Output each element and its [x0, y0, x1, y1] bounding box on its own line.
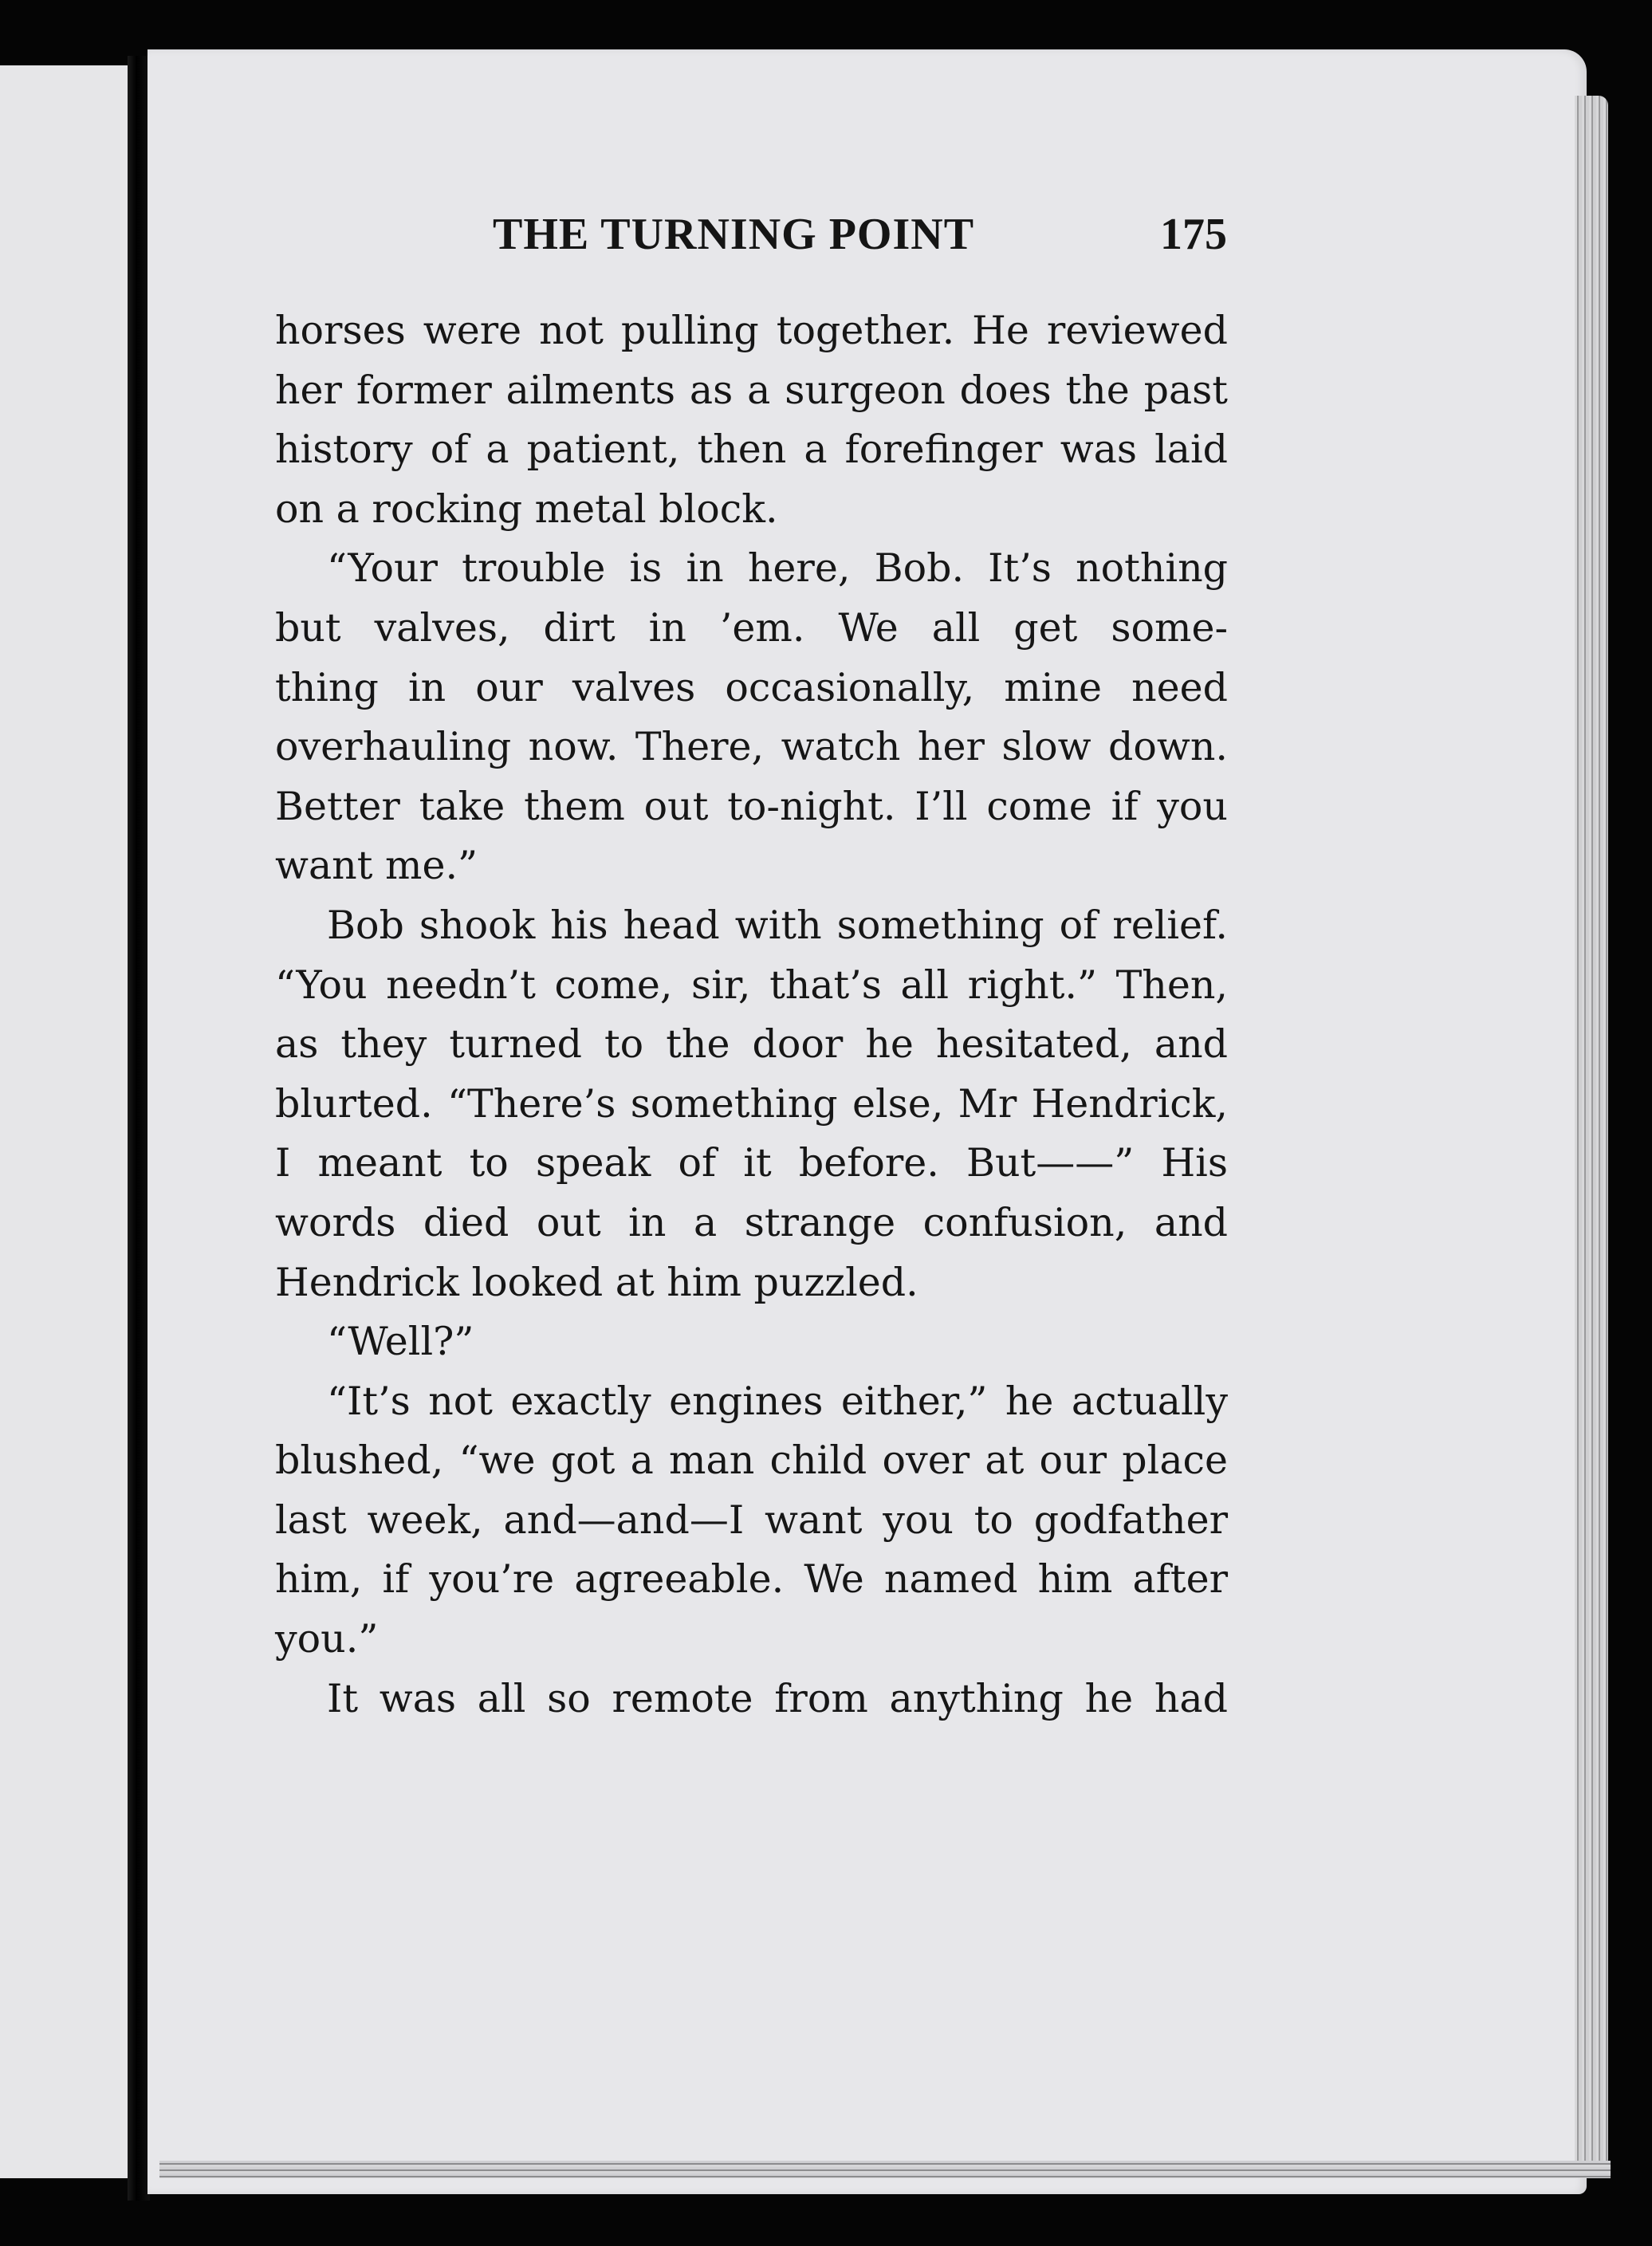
- book-gutter: [128, 56, 150, 2201]
- text-line: her former ailments as a surgeon does the past: [275, 367, 1228, 413]
- text-line: on a rocking metal block.: [275, 486, 778, 532]
- text-line: want me.”: [275, 843, 478, 889]
- text-line: horses were not pulling together. He reviewed: [275, 308, 1228, 353]
- text-line: but valves, dirt in ’em. We all get some-: [275, 604, 1228, 651]
- text-line: Better take them out to-night. I’ll come if you: [275, 783, 1228, 829]
- text-line: Bob shook his head with something of relief.: [327, 902, 1228, 948]
- text-line: Hendrick looked at him puzzled.: [275, 1259, 918, 1305]
- text-line: last week, and—and—I want you to godfather: [275, 1497, 1228, 1543]
- text-line: “Your trouble is in here, Bob. It’s nothing: [327, 545, 1228, 592]
- text-line: blushed, “we got a man child over at our place: [275, 1438, 1228, 1484]
- text-line: you.”: [275, 1616, 379, 1662]
- text-line: overhauling now. There, watch her slow down.: [275, 724, 1228, 770]
- text-line: him, if you’re agreeable. We named him after: [275, 1556, 1228, 1603]
- text-line: words died out in a strange confusion, and: [275, 1199, 1228, 1245]
- running-head: [0, 209, 1652, 273]
- text-line: “You needn’t come, sir, that’s all right.” Then,: [275, 962, 1228, 1008]
- text-line: “Well?”: [327, 1319, 474, 1365]
- page-number: 175: [1160, 210, 1227, 259]
- text-line: It was all so remote from anything he had: [327, 1675, 1228, 1721]
- text-line: “It’s not exactly engines either,” he actually: [327, 1378, 1228, 1424]
- facing-page-edge: [0, 65, 134, 2178]
- text-line: I meant to speak of it before. But——” His: [275, 1140, 1228, 1186]
- running-head-title: THE TURNING POINT: [493, 210, 975, 259]
- text-line: blurted. “There’s something else, Mr Hendrick,: [275, 1080, 1228, 1127]
- text-line: as they turned to the door he hesitated, and: [275, 1021, 1228, 1068]
- page-stack-right-edge: [1575, 96, 1608, 2169]
- body-text: [275, 301, 1228, 1729]
- text-line: history of a patient, then a forefinger was laid: [275, 427, 1228, 473]
- page-stack-bottom-edge: [159, 2161, 1611, 2178]
- text-line: thing in our valves occasionally, mine need: [275, 664, 1228, 710]
